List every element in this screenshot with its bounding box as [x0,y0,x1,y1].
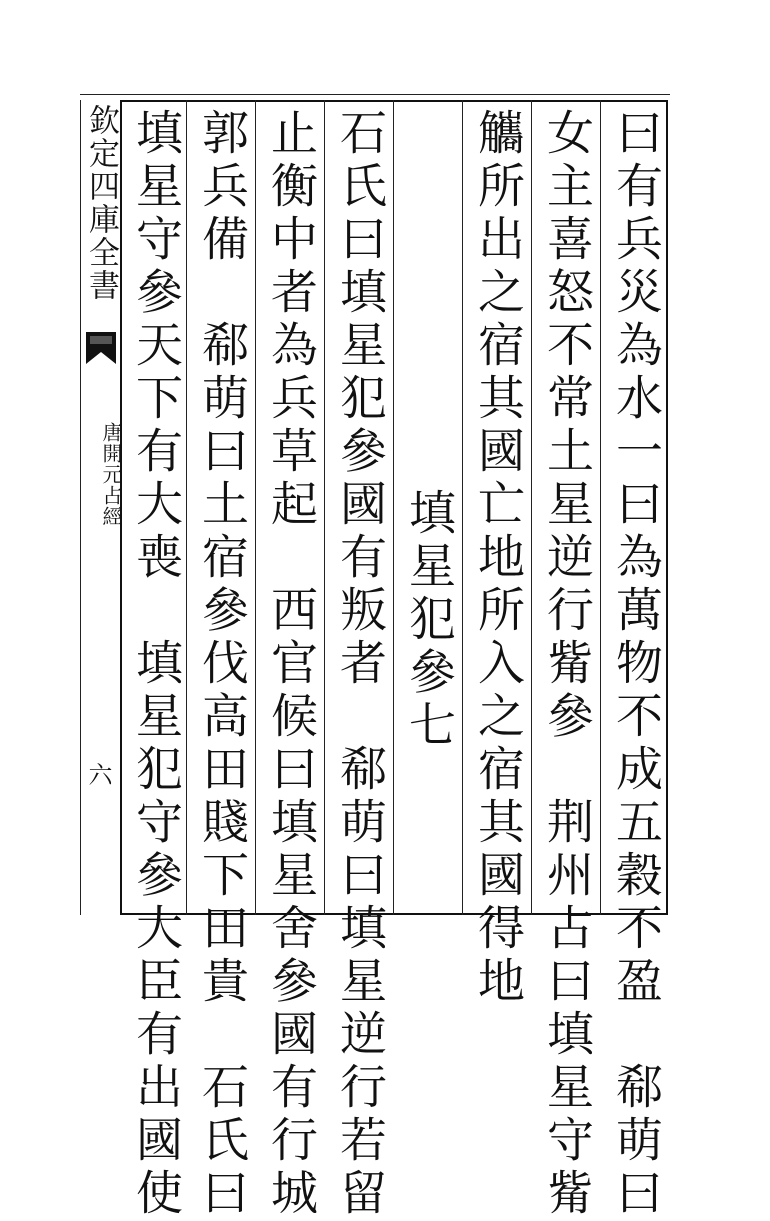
margin-volume-title: 唐開元占經 [99,422,123,527]
text-column-2: 女主喜怒不常土星逆行觜參 荆州占曰填星守觜 [539,108,594,1221]
text-column-8: 填星守參天下有大喪 填星犯守參大臣有出國使 [128,108,183,1221]
page-number: 六 [84,762,112,786]
margin-book-title: 欽定四庫全書 [83,104,119,302]
fishtail-mark-icon [84,330,118,366]
section-heading: 填星犯參七 [401,487,456,753]
frame-top-rule [80,94,670,95]
text-column-1: 曰有兵災為水一曰為萬物不成五穀不盈 郗萌曰 [608,108,663,1221]
text-column-7: 郭兵備 郗萌曰土宿參伐高田賤下田貴 石氏曰 [194,108,249,1221]
text-column-3: 觿所出之宿其國亡地所入之宿其國得地 [470,108,525,1009]
margin-line-left [80,100,81,915]
text-column-5: 石氏曰填星犯參國有叛者 郗萌曰填星逆行若留 [332,108,387,1221]
text-column-6: 止衡中者為兵草起 西官候曰填星舍參國有行城 [263,108,318,1221]
